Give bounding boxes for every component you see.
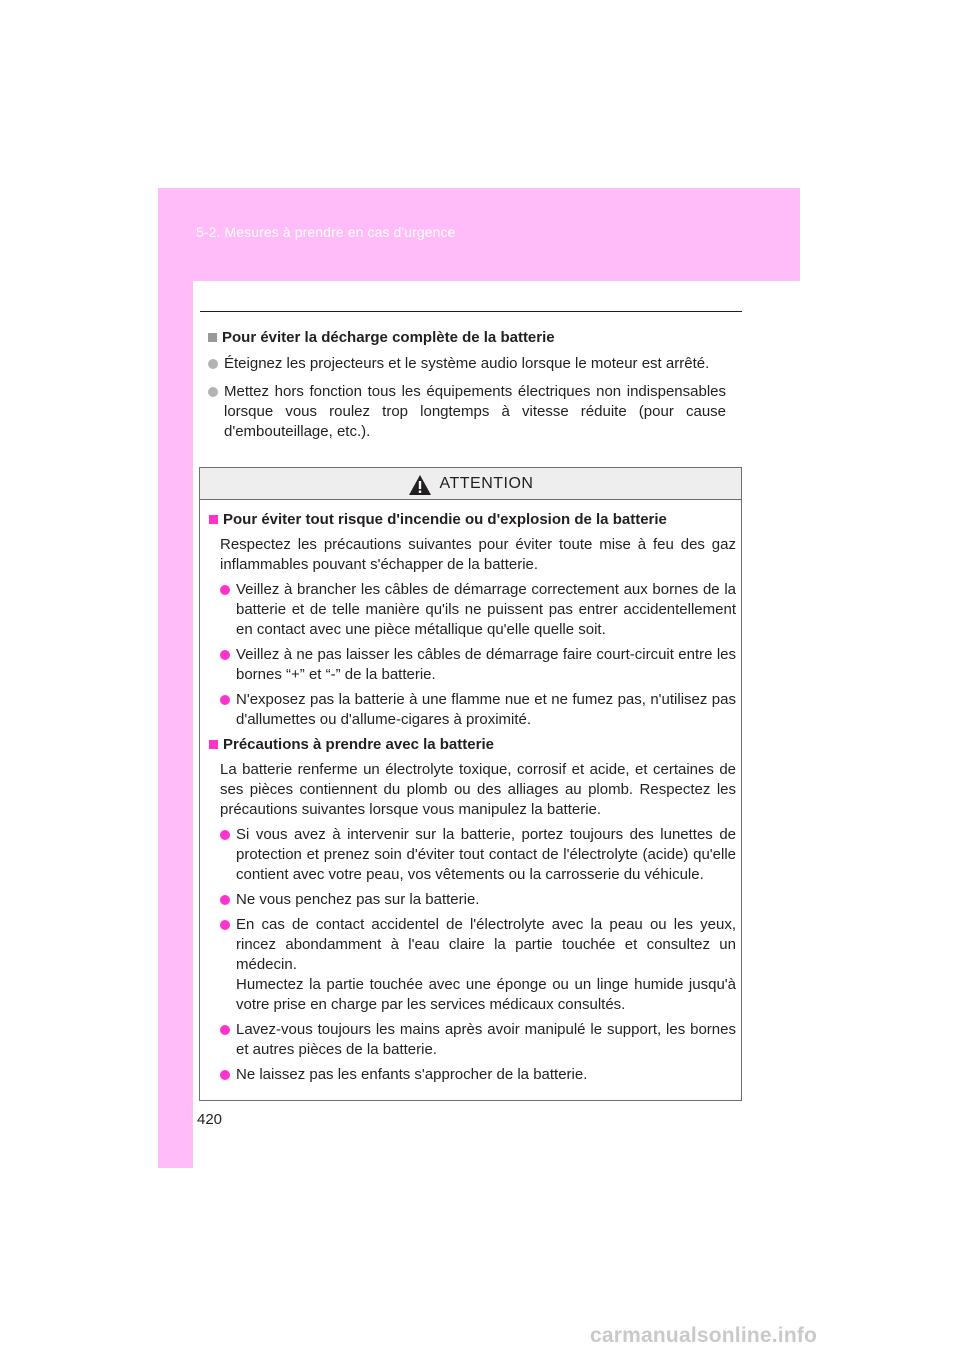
warning-paragraph: Respectez les précautions suivantes pour éviter toute mise à feu des gaz inflammables pouvant s'échapper de la batterie. (220, 536, 736, 573)
circle-bullet-icon (220, 695, 230, 705)
circle-bullet-icon (220, 895, 230, 905)
circle-bullet-icon (208, 359, 218, 369)
warning-bullet-text: En cas de contact accidentel de l'électrolyte avec la peau ou les yeux, rincez abondamment à l'eau claire la partie touchée et consultez un médecin. (236, 916, 736, 973)
warning-bullet (209, 915, 736, 1015)
circle-bullet-icon (220, 830, 230, 840)
intro-bullet (208, 382, 726, 442)
warning-bullet-text: Veillez à brancher les câbles de démarrage correctement aux bornes de la batterie et de telle manière qu'ils ne puissent pas entrer accidentellement en contact avec une pièce métallique qu'elle quelle soit. (236, 581, 736, 638)
warning-bullet (209, 580, 736, 640)
intro-heading (208, 328, 726, 348)
warning-bullet (209, 1065, 736, 1085)
warning-heading (209, 510, 736, 530)
warning-bullet (209, 890, 736, 910)
warning-bullet-text: N'exposez pas la batterie à une flamme nue et ne fumez pas, n'utilisez pas d'allumettes ou d'allume-cigares à proximité. (236, 691, 736, 728)
side-strip (158, 281, 193, 1168)
warning-bullet-text: Lavez-vous toujours les mains après avoir manipulé le support, les bornes et autres pièces de la batterie. (236, 1021, 736, 1058)
warning-bullet (209, 1020, 736, 1060)
warning-bullet (209, 825, 736, 885)
page-number: 420 (197, 1111, 223, 1128)
divider-rule (200, 311, 742, 312)
circle-bullet-icon (220, 1070, 230, 1080)
warning-bullet-text: Si vous avez à intervenir sur la batterie, portez toujours des lunettes de protection et prenez soin d'éviter tout contact de l'électrolyte (acide) qu'elle contient avec votre peau, vos vêtements ou la carrosserie du véhicule. (236, 826, 736, 883)
warning-bullet-text: Ne laissez pas les enfants s'approcher de la batterie. (236, 1066, 588, 1083)
circle-bullet-icon (220, 650, 230, 660)
warning-heading-text: Pour éviter tout risque d'incendie ou d'explosion de la batterie (223, 511, 667, 528)
circle-bullet-icon (220, 1025, 230, 1035)
intro-heading-text: Pour éviter la décharge complète de la batterie (222, 329, 555, 346)
warning-heading (209, 735, 736, 755)
intro-bullet (208, 354, 726, 374)
watermark: carmanualsonline.info (590, 1324, 818, 1347)
warning-paragraph: La batterie renferme un électrolyte toxique, corrosif et acide, et certaines de ses pièces contiennent du plomb ou des alliages au plomb. Respectez les précautions suivantes lorsque vous manipulez la batterie. (220, 761, 736, 818)
intro-section (208, 328, 726, 450)
square-bullet-icon (209, 515, 218, 524)
square-bullet-icon (208, 333, 217, 342)
warning-bullet-text: Ne vous penchez pas sur la batterie. (236, 891, 480, 908)
circle-bullet-icon (220, 585, 230, 595)
warning-title: ATTENTION (439, 474, 534, 492)
warning-bullet (209, 645, 736, 685)
square-bullet-icon (209, 740, 218, 749)
intro-bullet-text: Mettez hors fonction tous les équipements électriques non indispensables lorsque vous roulez trop longtemps à vitesse réduite (pour cause d'embouteillage, etc.). (224, 383, 726, 440)
warning-bullet (209, 690, 736, 730)
section-title: 5-2. Mesures à prendre en cas d'urgence (196, 224, 456, 240)
warning-bullet-text: Humectez la partie touchée avec une éponge ou un linge humide jusqu'à votre prise en charge par les services médicaux consultés. (236, 976, 736, 1013)
warning-heading-text: Précautions à prendre avec la batterie (223, 736, 494, 753)
warning-header (200, 468, 741, 500)
circle-bullet-icon (220, 920, 230, 930)
warning-box (199, 467, 742, 1101)
warning-bullet-text: Veillez à ne pas laisser les câbles de démarrage faire court-circuit entre les bornes “+” et “-” de la batterie. (236, 646, 736, 683)
warning-triangle-icon (408, 474, 432, 496)
warning-body (200, 500, 741, 1085)
circle-bullet-icon (208, 387, 218, 397)
intro-bullet-text: Éteignez les projecteurs et le système audio lorsque le moteur est arrêté. (224, 355, 710, 372)
